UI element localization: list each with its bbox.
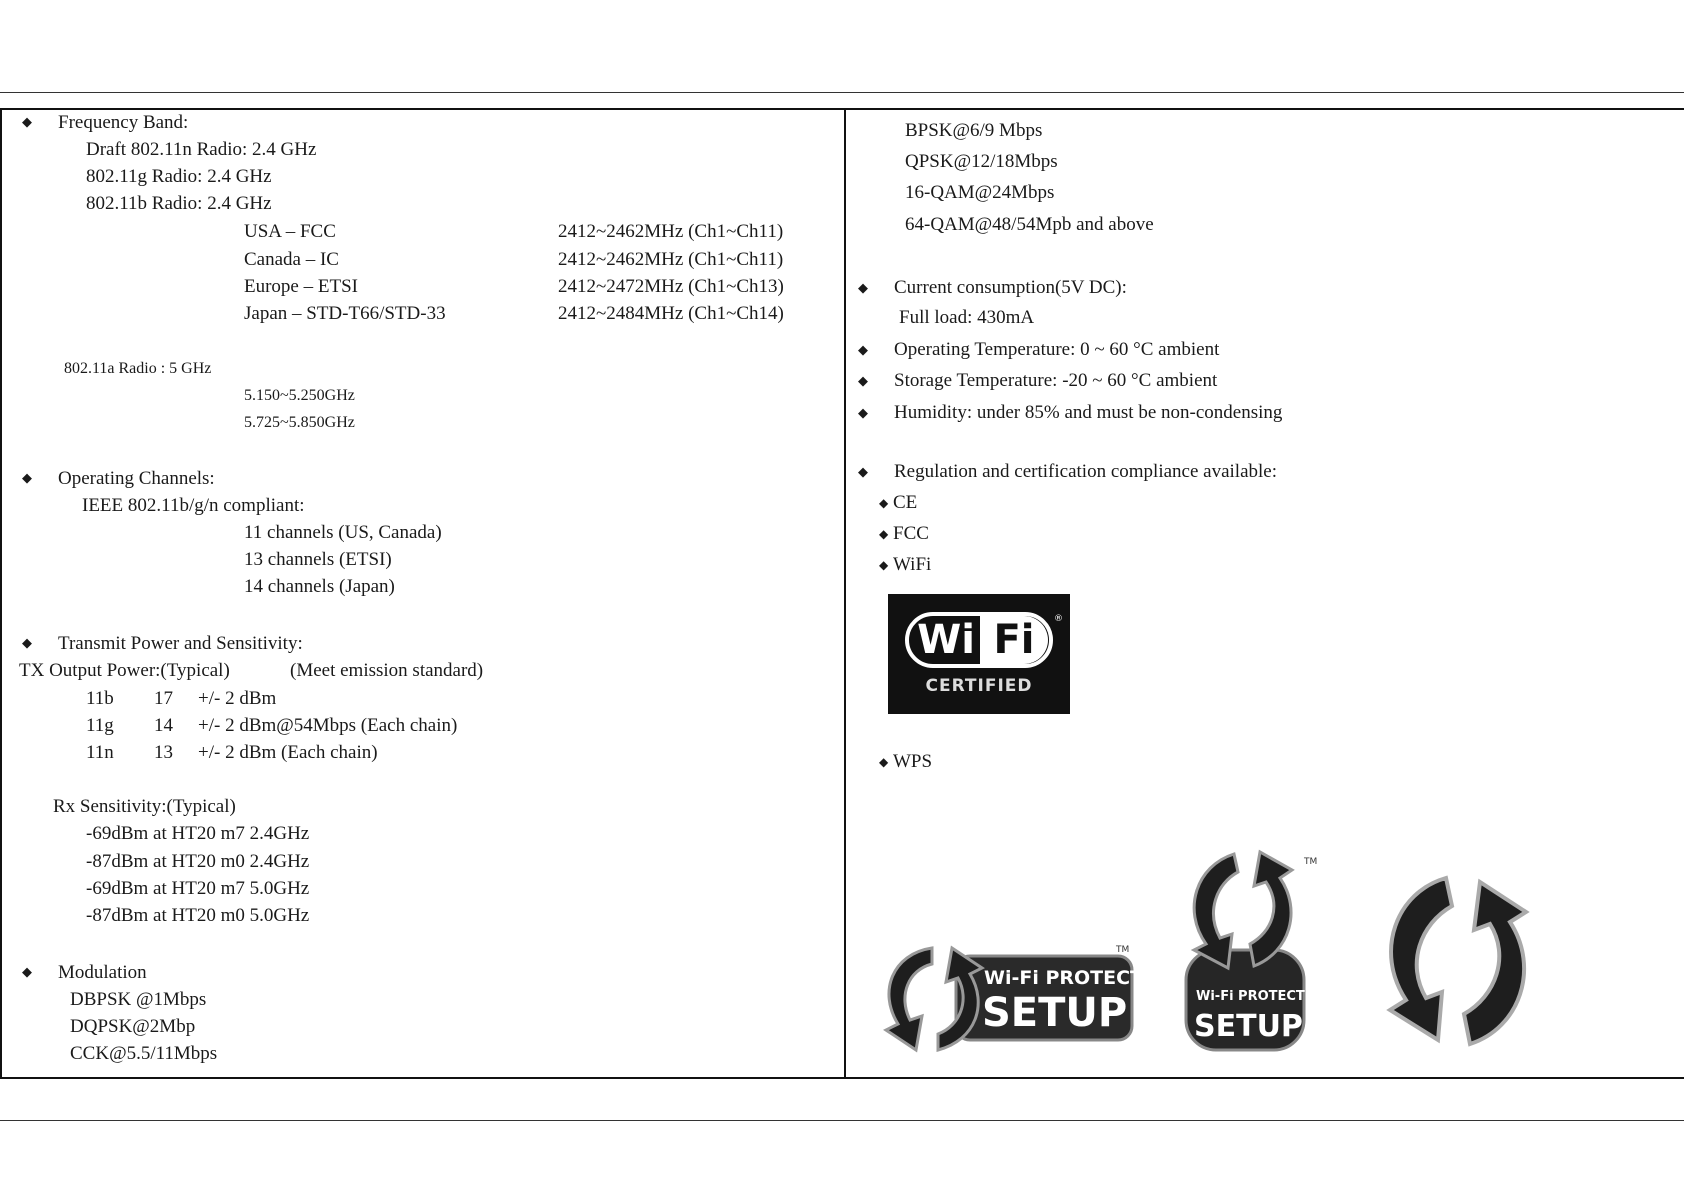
frequency-band-heading: Frequency Band: — [58, 112, 189, 133]
current-heading: Current consumption(5V DC): — [894, 277, 1127, 298]
bullet-icon: ◆ — [858, 342, 868, 357]
region-range: 2412~2484MHz (Ch1~Ch14) — [558, 303, 784, 324]
wps-trademark: TM — [1116, 945, 1130, 955]
tx-note: (Meet emission standard) — [290, 660, 484, 681]
rx-line: -69dBm at HT20 m7 5.0GHz — [86, 878, 310, 899]
modulation-cont-item: 16-QAM@24Mbps — [905, 182, 1055, 203]
spec-line: Humidity: under 85% and must be non-condensing — [894, 402, 1283, 423]
cert-item: WiFi — [893, 554, 932, 575]
radio-line: 802.11g Radio: 2.4 GHz — [86, 166, 272, 187]
tx-value: 13 — [154, 742, 173, 763]
wps-line2-text: SETUP — [982, 990, 1128, 1036]
tx-mode: 11b — [86, 688, 114, 709]
operating-channels-heading: Operating Channels: — [58, 468, 215, 489]
band-5g: 5.150~5.250GHz — [244, 387, 355, 404]
region-range: 2412~2462MHz (Ch1~Ch11) — [558, 249, 784, 270]
rx-label: Rx Sensitivity:(Typical) — [53, 796, 236, 817]
spec-line: Storage Temperature: -20 ~ 60 °C ambient — [894, 370, 1218, 391]
bullet-icon: ◆ — [22, 635, 32, 650]
radio-line: 802.11b Radio: 2.4 GHz — [86, 193, 272, 214]
bullet-icon: ◆ — [22, 470, 32, 485]
wifi-certified-logo — [888, 594, 1070, 714]
bullet-icon: ◆ — [879, 496, 889, 510]
channel-line: 14 channels (Japan) — [244, 576, 395, 597]
wifi-certified-text: CERTIFIED — [925, 676, 1033, 696]
compliance-line: IEEE 802.11b/g/n compliant: — [82, 495, 305, 516]
tx-mode: 11g — [86, 715, 114, 736]
tx-detail: +/- 2 dBm (Each chain) — [198, 742, 378, 763]
cert-item: FCC — [893, 523, 929, 544]
table-left-border — [0, 110, 2, 1077]
wifi-wi-text: Wi — [917, 617, 975, 663]
region-name: Canada – IC — [244, 249, 339, 270]
wps-vertical-logo — [1172, 840, 1325, 1060]
bullet-icon: ◆ — [858, 464, 868, 479]
tx-label: TX Output Power:(Typical) — [19, 660, 230, 681]
region-name: Europe – ETSI — [244, 276, 358, 297]
regulation-heading: Regulation and certification compliance available: — [894, 461, 1278, 482]
channel-line: 13 channels (ETSI) — [244, 549, 392, 570]
bullet-icon: ◆ — [879, 755, 889, 769]
wps-horizontal-logo — [872, 940, 1172, 1058]
tx-detail: +/- 2 dBm — [198, 688, 277, 709]
rx-line: -87dBm at HT20 m0 2.4GHz — [86, 851, 310, 872]
bullet-icon: ◆ — [22, 964, 32, 979]
radio-5g-line: 802.11a Radio : 5 GHz — [64, 360, 212, 377]
bullet-icon: ◆ — [858, 405, 868, 420]
bullet-icon: ◆ — [858, 373, 868, 388]
modulation-item: DQPSK@2Mbp — [70, 1016, 196, 1037]
wps-line2-text: SETUP — [1194, 1009, 1303, 1044]
rx-line: -69dBm at HT20 m7 2.4GHz — [86, 823, 310, 844]
spec-line: Operating Temperature: 0 ~ 60 °C ambient — [894, 339, 1220, 360]
wps-line1-text: Wi-Fi PROTECTED — [1196, 989, 1325, 1004]
modulation-item: CCK@5.5/11Mbps — [70, 1043, 218, 1064]
region-range: 2412~2462MHz (Ch1~Ch11) — [558, 221, 784, 242]
wifi-fi-text: Fi — [980, 616, 1048, 664]
band-5g: 5.725~5.850GHz — [244, 414, 355, 431]
wifi-trademark: ® — [1054, 614, 1063, 624]
bullet-icon: ◆ — [858, 280, 868, 295]
rx-line: -87dBm at HT20 m0 5.0GHz — [86, 905, 310, 926]
modulation-heading: Modulation — [58, 962, 147, 983]
bullet-icon: ◆ — [879, 527, 889, 541]
wps-arrows-logo — [1360, 864, 1554, 1060]
modulation-cont-item: BPSK@6/9 Mbps — [905, 120, 1043, 141]
channel-line: 11 channels (US, Canada) — [244, 522, 442, 543]
tx-detail: +/- 2 dBm@54Mbps (Each chain) — [198, 715, 458, 736]
wps-trademark: TM — [1304, 857, 1318, 867]
wps-label: WPS — [893, 751, 933, 772]
tx-value: 17 — [154, 688, 173, 709]
wps-line1-text: Wi-Fi PROTECTED — [984, 967, 1172, 989]
modulation-item: DBPSK @1Mbps — [70, 989, 207, 1010]
footer-rule — [0, 1120, 1684, 1121]
transmit-heading: Transmit Power and Sensitivity: — [58, 633, 303, 654]
current-value: Full load: 430mA — [899, 307, 1035, 328]
region-name: Japan – STD-T66/STD-33 — [244, 303, 446, 324]
bullet-icon: ◆ — [879, 558, 889, 572]
modulation-cont-item: QPSK@12/18Mbps — [905, 151, 1058, 172]
header-rule — [0, 92, 1684, 93]
modulation-cont-item: 64-QAM@48/54Mpb and above — [905, 214, 1154, 235]
region-range: 2412~2472MHz (Ch1~Ch13) — [558, 276, 784, 297]
bullet-icon: ◆ — [22, 114, 32, 129]
region-name: USA – FCC — [244, 221, 336, 242]
tx-mode: 11n — [86, 742, 114, 763]
cert-item: CE — [893, 492, 918, 513]
radio-line: Draft 802.11n Radio: 2.4 GHz — [86, 139, 317, 160]
column-divider — [844, 110, 846, 1077]
tx-value: 14 — [154, 715, 173, 736]
